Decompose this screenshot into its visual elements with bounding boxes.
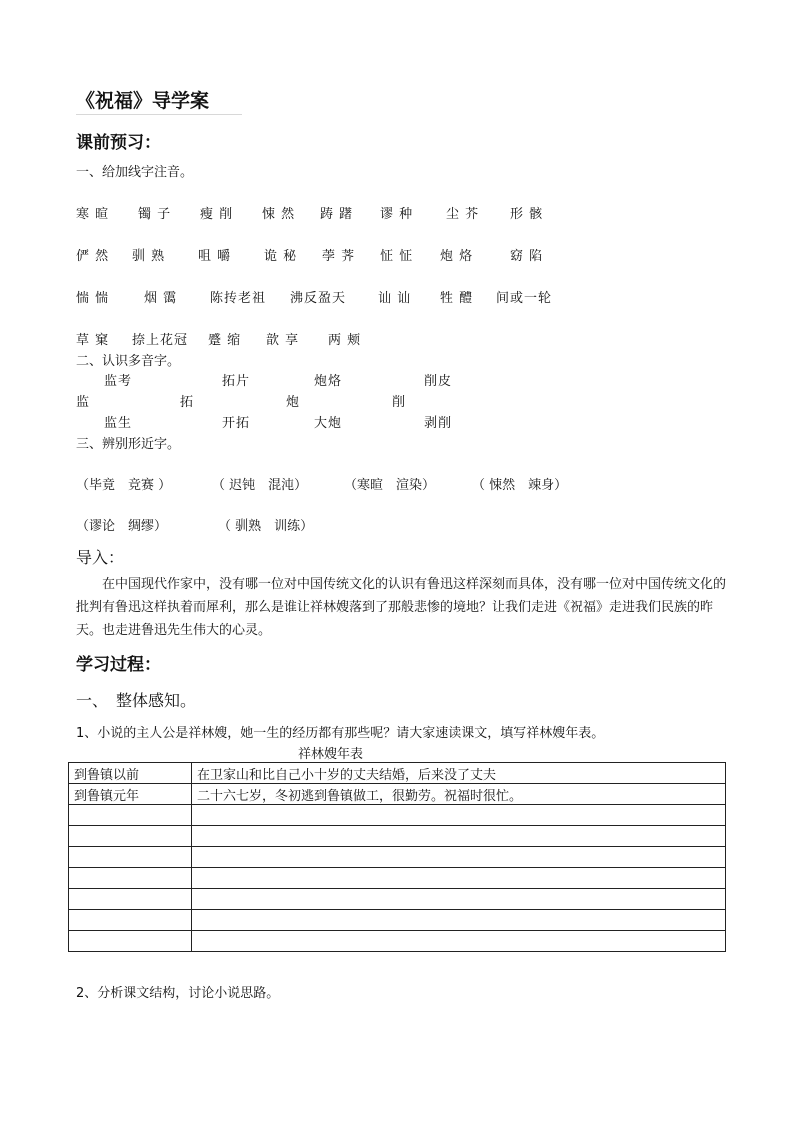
pinyin-word: 间或一轮	[496, 291, 553, 306]
process-heading: 学习过程：	[76, 655, 161, 675]
polyphone-char: 监	[76, 395, 91, 410]
polyphone-example: 监考	[104, 374, 133, 389]
table-row	[69, 805, 726, 826]
polyphone-char: 拓	[180, 395, 195, 410]
part-1-heading: 一、 整体感知。	[76, 691, 197, 710]
similar-pair: （寒暄 渲染）	[344, 478, 436, 493]
table-row	[69, 784, 726, 805]
pinyin-word: 驯 熟	[132, 249, 166, 264]
pinyin-word: 咀 嚼	[198, 249, 232, 264]
intro-heading: 导入：	[76, 548, 125, 567]
table-row	[69, 847, 726, 868]
table-caption: 祥林嫂年表	[298, 747, 364, 762]
table-cell	[192, 931, 726, 952]
polyphone-example: 开拓	[222, 416, 251, 431]
table-row	[69, 763, 726, 784]
pinyin-word: 歆 享	[266, 333, 300, 348]
pinyin-word: 烟 霭	[144, 291, 178, 306]
pinyin-word: 镯 子	[138, 207, 172, 222]
table-cell	[69, 910, 192, 931]
polyphone-example: 拓片	[222, 374, 251, 389]
table-row	[69, 868, 726, 889]
pinyin-word: 窈 陷	[510, 249, 544, 264]
pinyin-word: 谬 种	[380, 207, 414, 222]
intro-paragraph: 在中国现代作家中，没有哪一位对中国传统文化的认识有鲁迅这样深刻而具体，没有哪一位对中国传统文化的批判有鲁迅这样执着而犀利，那么是谁让祥林嫂落到了那般悲惨的境地？让我们走进《祝福》走进我们民族的昨天。也走进鲁迅先生伟大的心灵。	[76, 577, 727, 638]
pinyin-word: 寒 暄	[76, 207, 110, 222]
table-cell	[69, 826, 192, 847]
pinyin-word: 荸 荠	[322, 249, 356, 264]
table-cell: 到鲁镇以前	[69, 763, 192, 784]
pinyin-word: 俨 然	[76, 249, 110, 264]
timeline-table	[68, 762, 726, 952]
pinyin-word: 牲 醴	[440, 291, 474, 306]
pinyin-word: 形 骸	[510, 207, 544, 222]
table-cell: 二十六七岁，冬初逃到鲁镇做工，很勤劳。祝福时很忙。	[192, 784, 726, 805]
preview-heading: 课前预习：	[76, 133, 161, 153]
pinyin-word: 诡 秘	[264, 249, 298, 264]
table-cell	[192, 847, 726, 868]
table-row	[69, 826, 726, 847]
pinyin-word: 踌 躇	[320, 207, 354, 222]
polyphone-example: 大炮	[314, 416, 343, 431]
pinyin-word: 沸反盈天	[290, 291, 347, 306]
pinyin-word: 陈抟老祖	[210, 291, 267, 306]
polyphone-example: 剥削	[424, 416, 453, 431]
doc-title: 《祝福》导学案	[76, 90, 210, 112]
section-2-heading: 二、认识多音字。	[76, 354, 181, 369]
polyphone-char: 削	[392, 395, 407, 410]
pinyin-word: 瘦 削	[200, 207, 234, 222]
table-row	[69, 889, 726, 910]
table-cell: 到鲁镇元年	[69, 784, 192, 805]
table-cell	[192, 910, 726, 931]
pinyin-word: 怔 怔	[380, 249, 414, 264]
pinyin-word: 讪 讪	[378, 291, 412, 306]
table-cell	[192, 805, 726, 826]
similar-pair: （毕竟 竞赛 ）	[76, 478, 172, 493]
table-cell: 在卫家山和比自己小十岁的丈夫结婚，后来没了丈夫	[192, 763, 726, 784]
section-3-heading: 三、辨别形近字。	[76, 437, 181, 452]
pinyin-word: 悚 然	[262, 207, 296, 222]
table-cell	[192, 868, 726, 889]
table-cell	[192, 889, 726, 910]
pinyin-word: 炮 烙	[440, 249, 474, 264]
table-cell	[69, 931, 192, 952]
question-1: 1、小说的主人公是祥林嫂，她一生的经历都有那些呢？请大家速读课文，填写祥林嫂年表。	[76, 726, 605, 741]
similar-pair: （ 悚然 竦身）	[472, 478, 568, 493]
polyphone-char: 炮	[286, 395, 301, 410]
table-cell	[69, 847, 192, 868]
table-cell	[69, 805, 192, 826]
polyphone-example: 炮烙	[314, 374, 343, 389]
pinyin-word: 两 颊	[328, 333, 362, 348]
table-cell	[192, 826, 726, 847]
pinyin-word: 草 窠	[76, 333, 110, 348]
pinyin-word: 蹙 缩	[208, 333, 242, 348]
table-row	[69, 910, 726, 931]
table-cell	[69, 889, 192, 910]
similar-pair: （谬论 绸缪）	[76, 519, 168, 534]
pinyin-word: 捺上花冠	[132, 333, 189, 348]
similar-pair: （ 迟钝 混沌）	[212, 478, 308, 493]
polyphone-example: 削皮	[424, 374, 453, 389]
section-1-heading: 一、给加线字注音。	[76, 165, 194, 180]
table-cell	[69, 868, 192, 889]
table-row	[69, 931, 726, 952]
question-2: 2、分析课文结构，讨论小说思路。	[76, 986, 280, 1001]
pinyin-word: 尘 芥	[446, 207, 480, 222]
similar-pair: （ 驯熟 训练）	[218, 519, 314, 534]
title-underline	[76, 114, 242, 115]
pinyin-word: 惴 惴	[76, 291, 110, 306]
polyphone-example: 监生	[104, 416, 133, 431]
